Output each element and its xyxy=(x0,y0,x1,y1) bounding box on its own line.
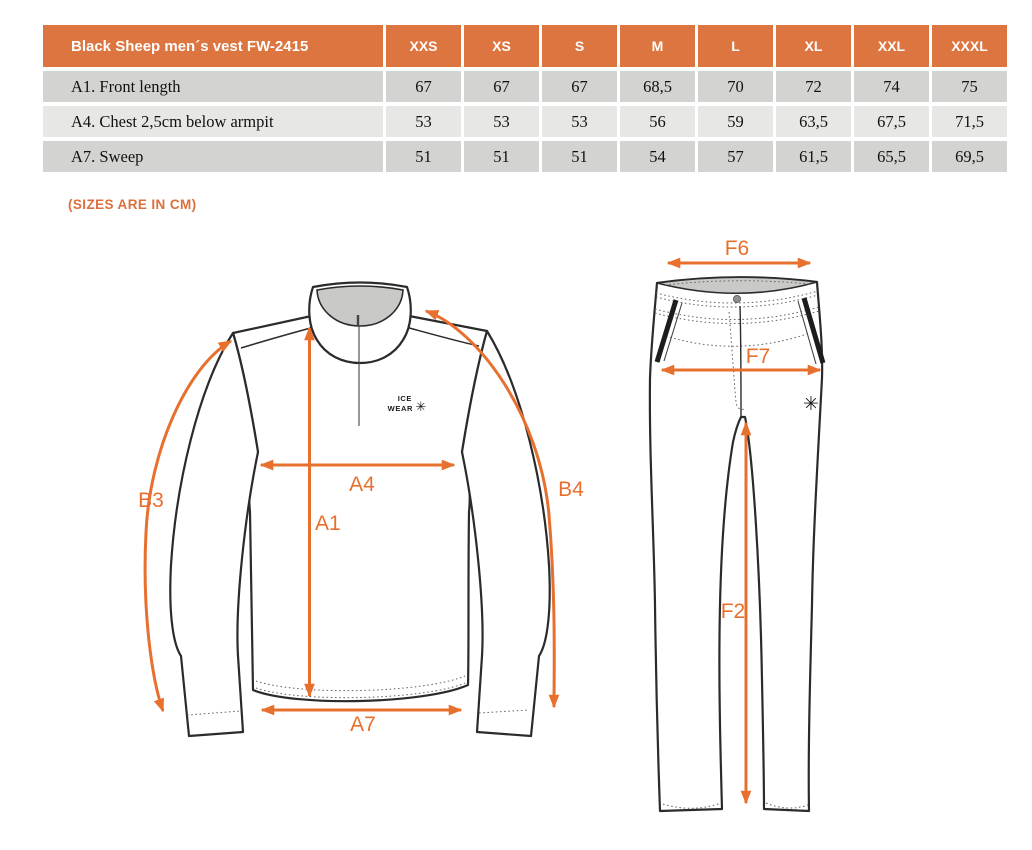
label-F7: F7 xyxy=(745,345,771,368)
measurement-label-cell: A7. Sweep xyxy=(43,141,383,172)
measurement-value-cell: 59 xyxy=(698,106,773,137)
measurement-value-cell: 51 xyxy=(386,141,461,172)
label-A1: A1 xyxy=(315,512,341,535)
size-header-cell: S xyxy=(542,25,617,67)
measurement-value-cell: 74 xyxy=(854,71,929,102)
measurement-value-cell: 67 xyxy=(386,71,461,102)
pants-outline xyxy=(650,277,822,811)
size-chart-header-row xyxy=(43,25,1007,67)
measurement-value-cell: 53 xyxy=(386,106,461,137)
shirt-snowflake-icon: ✳ xyxy=(415,400,427,415)
measurement-value-cell: 57 xyxy=(698,141,773,172)
measurement-value-cell: 65,5 xyxy=(854,141,929,172)
size-header-cell: XL xyxy=(776,25,851,67)
pants-snowflake-icon: ✳ xyxy=(803,393,819,415)
label-B3: B3 xyxy=(138,489,164,512)
measurement-label-cell: A1. Front length xyxy=(43,71,383,102)
measurement-label-cell: A4. Chest 2,5cm below armpit xyxy=(43,106,383,137)
size-header-cell: XS xyxy=(464,25,539,67)
measurement-value-cell: 63,5 xyxy=(776,106,851,137)
pants-drawing xyxy=(650,277,823,811)
size-header-cell: M xyxy=(620,25,695,67)
shirt-logo-text-line2: WEAR xyxy=(387,404,413,413)
measurement-value-cell: 54 xyxy=(620,141,695,172)
measurement-value-cell: 51 xyxy=(542,141,617,172)
size-chart-table xyxy=(40,21,1010,176)
measurement-value-cell: 69,5 xyxy=(932,141,1007,172)
measurement-value-cell: 75 xyxy=(932,71,1007,102)
size-header-cell: XXXL xyxy=(932,25,1007,67)
measurement-value-cell: 61,5 xyxy=(776,141,851,172)
size-header-cell: XXL xyxy=(854,25,929,67)
size-chart-body xyxy=(43,71,1007,172)
measurement-value-cell: 56 xyxy=(620,106,695,137)
sizes-unit-note: (SIZES ARE IN CM) xyxy=(68,197,197,212)
measurement-value-cell: 68,5 xyxy=(620,71,695,102)
measurement-row xyxy=(43,106,1007,137)
pants-button xyxy=(733,295,740,302)
measurement-value-cell: 67,5 xyxy=(854,106,929,137)
shirt-logo-text-line1: ICE xyxy=(397,394,412,403)
measurement-row xyxy=(43,141,1007,172)
label-A7: A7 xyxy=(350,713,376,736)
measurement-diagram xyxy=(0,230,1032,850)
shirt-drawing xyxy=(170,283,549,737)
shirt-right-sleeve xyxy=(462,331,550,736)
label-F6: F6 xyxy=(724,237,750,260)
measurement-value-cell: 70 xyxy=(698,71,773,102)
measurement-value-cell: 53 xyxy=(464,106,539,137)
measurement-value-cell: 71,5 xyxy=(932,106,1007,137)
measurement-value-cell: 67 xyxy=(542,71,617,102)
measurement-value-cell: 51 xyxy=(464,141,539,172)
measurement-value-cell: 53 xyxy=(542,106,617,137)
size-header-cell: L xyxy=(698,25,773,67)
size-header-cell: XXS xyxy=(386,25,461,67)
measurement-value-cell: 67 xyxy=(464,71,539,102)
label-A4: A4 xyxy=(349,473,375,496)
label-F2: F2 xyxy=(720,600,746,623)
measurement-value-cell: 72 xyxy=(776,71,851,102)
label-B4: B4 xyxy=(558,478,584,501)
shirt-torso-outline xyxy=(233,311,487,701)
measurement-row xyxy=(43,71,1007,102)
product-title: Black Sheep men´s vest FW-2415 xyxy=(43,25,383,67)
